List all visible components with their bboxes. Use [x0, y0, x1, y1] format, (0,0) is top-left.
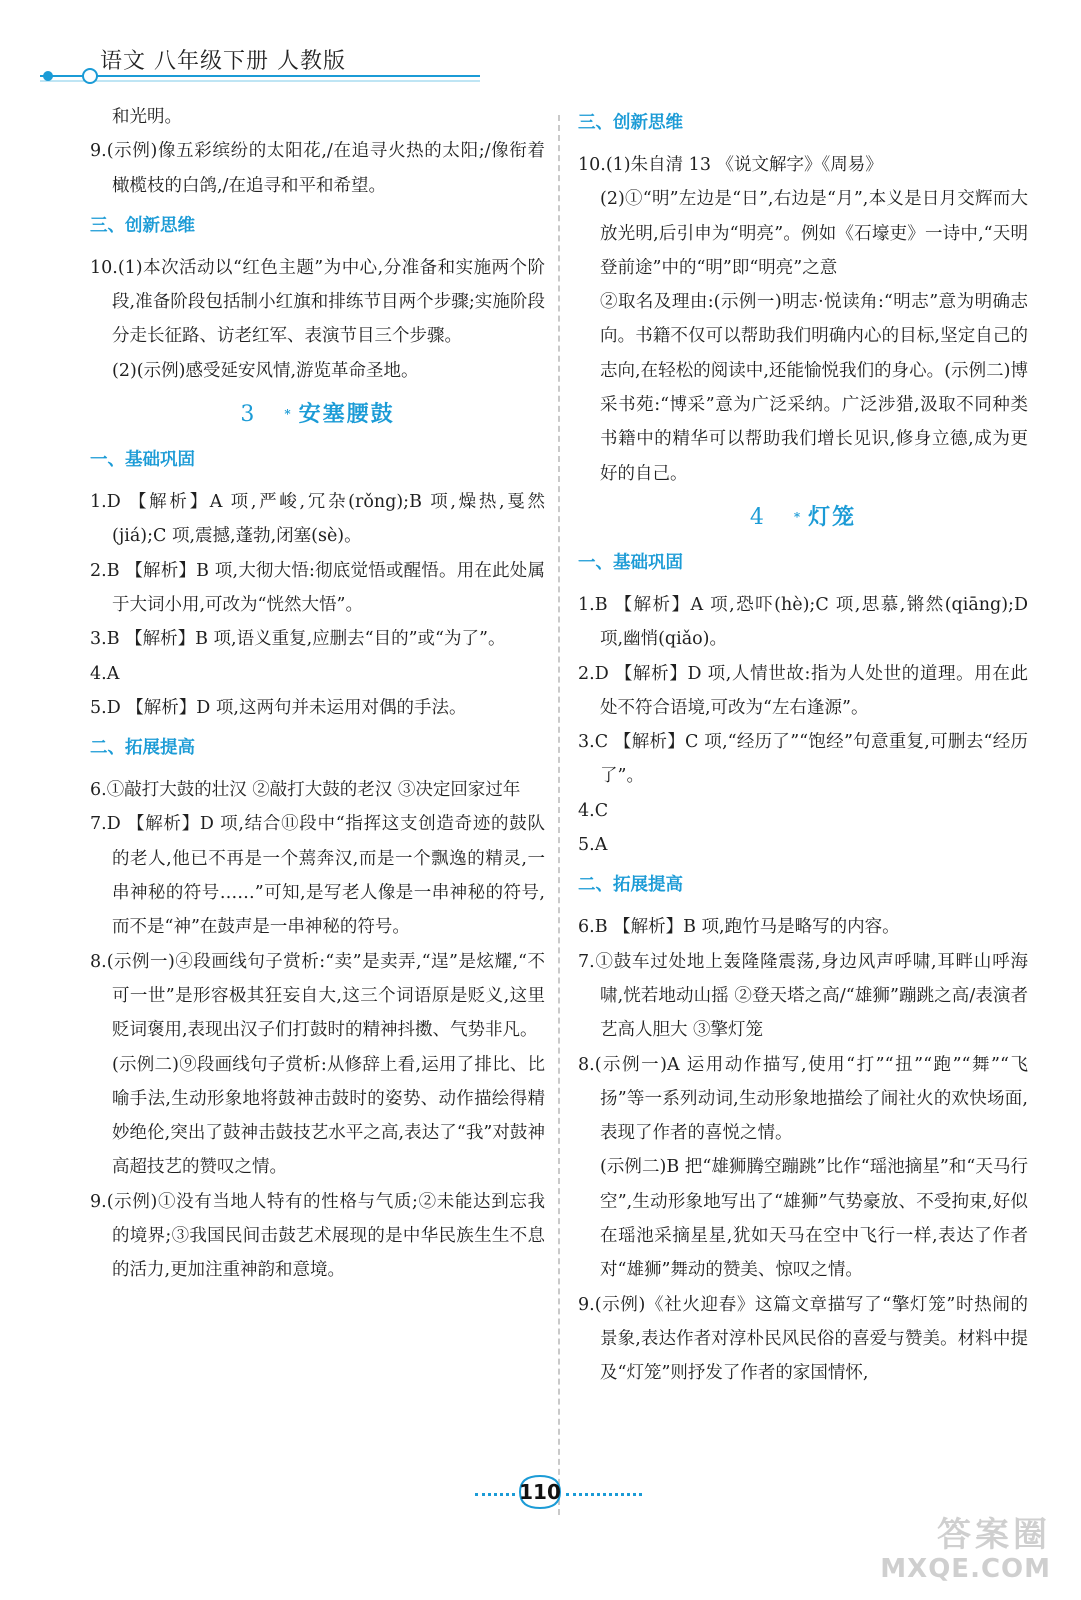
answer-paragraph: 1.D 【解析】A 项,严峻,冗杂(rǒng);B 项,燥热,戛然(jiá);C 项,震撼,蓬勃,闭塞(sè)。 — [90, 492, 545, 547]
answer-paragraph: 8.(示例一)④段画线句子赏析:“卖”是卖弄,“逞”是炫耀,“不可一世”是形容极其狂妄自大,这三个词语原是贬义,这里贬词褒用,表现出汉子们打鼓时的精神抖擞、气势非凡。 — [90, 951, 545, 1041]
lesson-title: 灯笼 — [808, 503, 857, 530]
page-number: 110 — [519, 1480, 561, 1504]
watermark — [851, 1515, 1051, 1585]
answer-paragraph: 8.(示例一)A 运用动作描写,使用“打”“扭”“跑”“舞”“飞扬”等一系列动词,生动形象地描绘了闹社火的欢快场面,表现了作者的喜悦之情。 — [578, 1054, 1028, 1144]
answer-paragraph: 4.C — [578, 800, 609, 821]
answer-paragraph: 和光明。 — [112, 107, 182, 127]
answer-paragraph: 4.A — [90, 663, 120, 684]
answer-paragraph: 6.B 【解析】B 项,跑竹马是略写的内容。 — [578, 917, 900, 938]
answer-paragraph: 1.B 【解析】A 项,恐吓(hè);C 项,思慕,锵然(qiāng);D 项,幽悄(qiǎo)。 — [578, 594, 1028, 650]
answer-paragraph: (示例二)⑨段画线句子赏析:从修辞上看,运用了排比、比喻手法,生动形象地将鼓神击鼓时的姿势、动作描绘得精妙绝伦,突出了鼓神击鼓技艺水平之高,表达了“我”对鼓神高超技艺的赞叹之情。 — [112, 1054, 545, 1178]
section-heading: 二、拓展提高 — [578, 875, 683, 896]
lesson-number: 3 — [240, 402, 257, 428]
section-heading: 三、创新思维 — [90, 215, 195, 236]
answer-paragraph: (示例二)B 把“雄狮腾空蹦跳”比作“瑶池摘星”和“天马行空”,生动形象地写出了“雄狮”气势豪放、不受拘束,好似在瑶池采摘星星,犹如天马在空中飞行一样,表达了作者对“雄狮”舞动的赞美、惊叹之情。 — [600, 1157, 1028, 1281]
section-heading: 一、基础巩固 — [578, 552, 683, 573]
section-heading: 三、创新思维 — [578, 113, 683, 133]
right-column — [578, 100, 1028, 1391]
answer-paragraph: 9.(示例)像五彩缤纷的太阳花,/在追寻火热的太阳;/像衔着橄榄枝的白鸽,/在追寻和平和希望。 — [90, 141, 545, 196]
answer-paragraph: 10.(1)本次活动以“红色主题”为中心,分准备和实施两个阶段,准备阶段包括制小红旗和排练节目两个步骤;实施阶段分走长征路、访老红军、表演节目三个步骤。 — [90, 257, 545, 347]
lesson-number: 4 — [749, 504, 766, 530]
watermark-line2: MXQE.COM — [880, 1554, 1051, 1584]
page-number-dots-right — [566, 1493, 642, 1500]
answer-paragraph: 2.B 【解析】B 项,大彻大悟:彻底觉悟或醒悟。用在此处属于大词小用,可改为“恍然大悟”。 — [90, 560, 545, 615]
column-divider — [558, 115, 560, 1515]
answer-paragraph: 7.①鼓车过处地上轰隆隆震荡,身边风声呼啸,耳畔山呼海啸,恍若地动山摇 ②登天塔之高/“雄狮”蹦跳之高/表演者艺高人胆大 ③擎灯笼 — [578, 951, 1028, 1041]
left-column — [90, 100, 545, 1288]
self-study-mark-icon: * — [284, 407, 293, 422]
section-heading: 二、拓展提高 — [90, 738, 195, 759]
answer-paragraph: 9.(示例)《社火迎春》这篇文章描写了“擎灯笼”时热闹的景象,表达作者对淳朴民风民俗的喜爱与赞美。材料中提及“灯笼”则抒发了作者的家国情怀, — [578, 1294, 1028, 1384]
page-number-dots-left — [475, 1493, 515, 1500]
answer-paragraph: 5.A — [578, 835, 608, 856]
lesson-heading — [90, 392, 545, 437]
answer-paragraph: (2)①“明”左边是“日”,右边是“月”,本义是日月交辉而大放光明,后引申为“明亮”。例如《石壕吏》一诗中,“天明登前途”中的“明”即“明亮”之意 — [600, 189, 1028, 278]
self-study-mark-icon: * — [793, 509, 803, 524]
answer-paragraph: ②取名及理由:(示例一)明志·悦读角:“明志”意为明确志向。书籍不仅可以帮助我们明确内心的目标,坚定自己的志向,在轻松的阅读中,还能愉悦我们的身心。(示例二)博采书苑:“博采”意为广泛采纳。广泛涉猎,汲取不同种类书籍中的精华可以帮助我们增长见识,修身立德,成为更好的自己。 — [600, 292, 1028, 484]
lesson-heading — [578, 495, 1028, 540]
answer-paragraph: 9.(示例)①没有当地人特有的性格与气质;②未能达到忘我的境界;③我国民间击鼓艺术展现的是中华民族生生不息的活力,更加注重神韵和意境。 — [90, 1191, 545, 1281]
answer-paragraph: 2.D 【解析】D 项,人情世故:指为人处世的道理。用在此处不符合语境,可改为“左右逢源”。 — [578, 663, 1028, 718]
watermark-line1: 答案圈 — [937, 1515, 1051, 1555]
answer-paragraph: 10.(1)朱自清 13 《说文解字》《周易》 — [578, 155, 883, 175]
answer-paragraph: 3.B 【解析】B 项,语义重复,应删去“目的”或“为了”。 — [90, 629, 506, 650]
section-heading: 一、基础巩固 — [90, 450, 195, 471]
answer-paragraph: 6.①敲打大鼓的壮汉 ②敲打大鼓的老汉 ③决定回家过年 — [90, 780, 521, 801]
page-header — [40, 40, 480, 90]
lesson-title: 安塞腰鼓 — [298, 401, 395, 428]
book-title: 语文 八年级下册 人教版 — [100, 49, 346, 74]
answer-paragraph: 5.D 【解析】D 项,这两句并未运用对偶的手法。 — [90, 697, 467, 718]
answer-paragraph: 3.C 【解析】C 项,“经历了”“饱经”句意重复,可删去“经历了”。 — [578, 732, 1028, 787]
answer-paragraph: (2)(示例)感受延安风情,游览革命圣地。 — [112, 360, 419, 381]
answer-paragraph: 7.D 【解析】D 项,结合⑪段中“指挥这支创造奇迹的鼓队的老人,他已不再是一个蔫奔汉,而是一个飘逸的精灵,一串神秘的符号……”可知,是写老人像是一串神秘的符号,而不是“神”在鼓声是一串神秘的符号。 — [90, 814, 545, 938]
